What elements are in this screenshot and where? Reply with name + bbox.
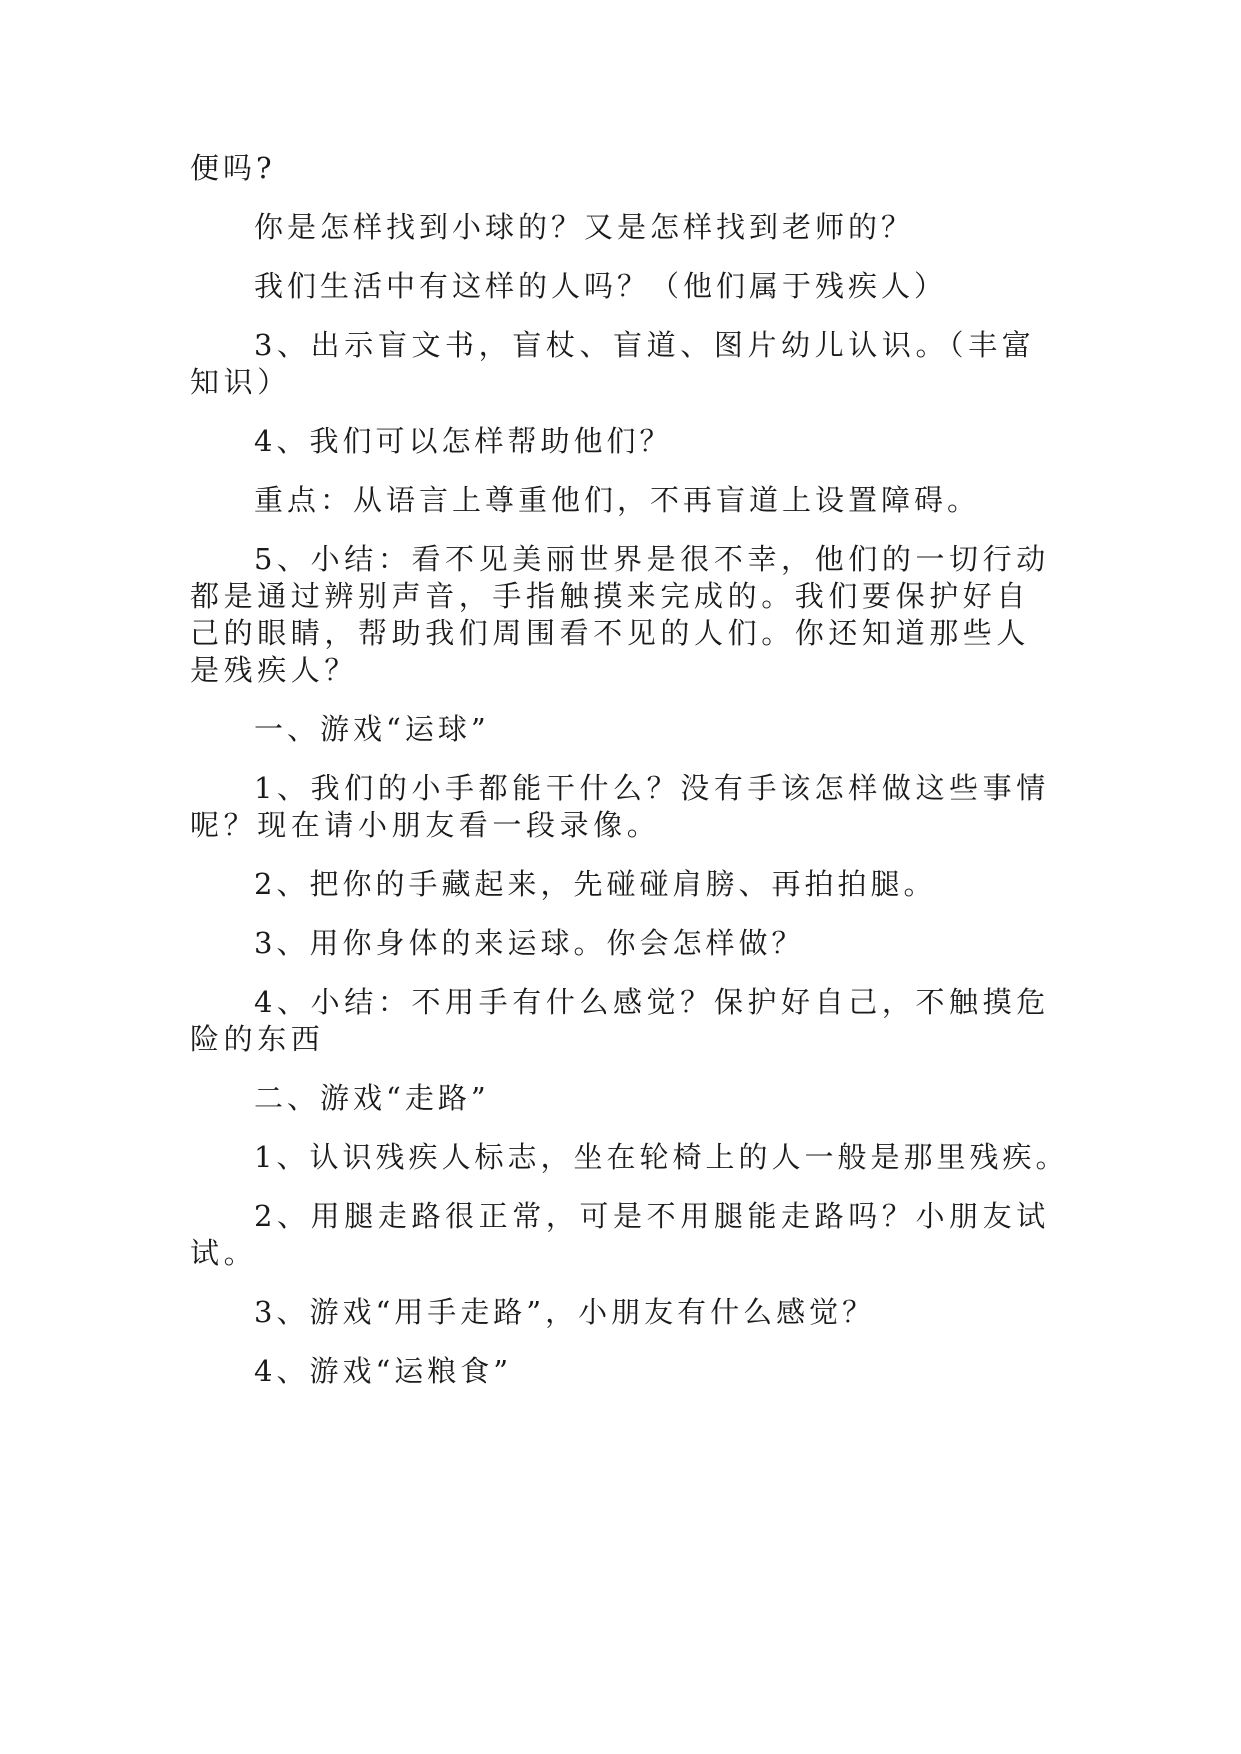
section-heading-game-ball: 一、游戏“运球”	[254, 712, 490, 746]
paragraph-game1-step-3: 3、用你身体的来运球。你会怎样做？	[254, 926, 805, 960]
paragraph-game2-step-2: 2、用腿走路很正常，可是不用腿能走路吗？小朋友试试。	[190, 1199, 1050, 1270]
paragraph-game1-step-1: 1、我们的小手都能干什么？没有手该怎样做这些事情呢？现在请小朋友看一段录像。	[190, 771, 1050, 842]
document-page	[190, 150, 1069, 1412]
section-heading-game-walk: 二、游戏“走路”	[254, 1081, 490, 1115]
paragraph-item-4-help: 4、我们可以怎样帮助他们？	[254, 424, 673, 458]
paragraph-question-such-people: 我们生活中有这样的人吗？（他们属于残疾人）	[254, 269, 948, 303]
paragraph-game1-step-2: 2、把你的手藏起来，先碰碰肩膀、再拍拍腿。	[254, 867, 937, 901]
paragraph-game1-summary: 4、小结：不用手有什么感觉？保护好自己，不触摸危险的东西	[190, 985, 1050, 1056]
paragraph-item-3-braille: 3、出示盲文书，盲杖、盲道、图片幼儿认识。（丰富知识）	[190, 328, 1036, 399]
paragraph-game2-step-1: 1、认识残疾人标志，坐在轮椅上的人一般是那里残疾。	[254, 1140, 1069, 1174]
paragraph-line: 便吗?	[190, 151, 276, 185]
paragraph-question-find-ball: 你是怎样找到小球的？又是怎样找到老师的？	[254, 210, 915, 244]
paragraph-game2-step-3: 3、游戏“用手走路”，小朋友有什么感觉？	[254, 1295, 876, 1329]
paragraph-item-5-summary: 5、小结：看不见美丽世界是很不幸，他们的一切行动都是通过辨别声音，手指触摸来完成的。我们要保护好自己的眼睛，帮助我们周围看不见的人们。你还知道那些人是残疾人？	[190, 542, 1050, 687]
paragraph-game2-step-4: 4、游戏“运粮食”	[254, 1354, 513, 1388]
paragraph-key-point: 重点：从语言上尊重他们，不再盲道上设置障碍。	[254, 483, 981, 517]
